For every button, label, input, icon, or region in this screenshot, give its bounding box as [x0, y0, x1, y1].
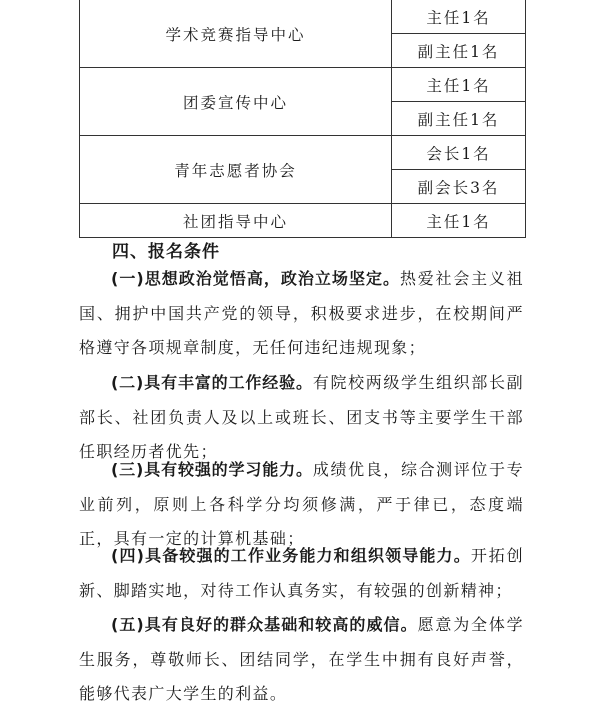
role-cell: 副主任1名: [392, 102, 526, 136]
condition-text: 开拓创新、脚踏实地，对待工作认真务实，有较强的创新精神；: [79, 546, 524, 600]
dept-cell: 学术竞赛指导中心: [80, 0, 392, 68]
condition-lead: (一)思想政治觉悟高，政治立场坚定。: [111, 269, 401, 288]
role-cell: 副会长3名: [392, 170, 526, 204]
condition-paragraph: [79, 262, 524, 366]
table-row: [80, 68, 526, 102]
condition-lead: (三)具有较强的学习能力。: [111, 460, 313, 479]
condition-text: 有院校两级学生组织部长副部长、社团负责人及以上或班长、团支书等主要学生干部任职经历者优先；: [79, 373, 524, 461]
positions-table: [79, 0, 526, 238]
role-cell: 主任1名: [392, 68, 526, 102]
dept-cell: 社团指导中心: [80, 204, 392, 238]
condition-text: 成绩优良，综合测评位于专业前列，原则上各科学分均须修满，严于律已，态度端正，具有一定的计算机基础；: [79, 460, 524, 548]
role-cell: 副主任1名: [392, 34, 526, 68]
table-row: [80, 136, 526, 170]
condition-lead: (四)具备较强的工作业务能力和组织领导能力。: [111, 546, 471, 565]
role-cell: 会长1名: [392, 136, 526, 170]
condition-lead: (二)具有丰富的工作经验。: [111, 373, 313, 392]
role-cell: 主任1名: [392, 204, 526, 238]
condition-paragraph: [79, 608, 524, 712]
condition-paragraph: [79, 539, 524, 608]
condition-text: 热爱社会主义祖国、拥护中国共产党的领导，积极要求进步，在校期间严格遵守各项规章制度，无任何违纪违规现象；: [79, 269, 524, 357]
table-row: [80, 204, 526, 238]
dept-cell: 青年志愿者协会: [80, 136, 392, 204]
role-cell: 主任1名: [392, 0, 526, 34]
section-heading: 四、报名条件: [112, 242, 220, 262]
condition-lead: (五)具有良好的群众基础和较高的威信。: [111, 615, 418, 634]
dept-cell: 团委宣传中心: [80, 68, 392, 136]
table-row: [80, 0, 526, 34]
condition-text: 愿意为全体学生服务，尊敬师长、团结同学，在学生中拥有良好声誉，能够代表广大学生的利益。: [79, 615, 524, 703]
